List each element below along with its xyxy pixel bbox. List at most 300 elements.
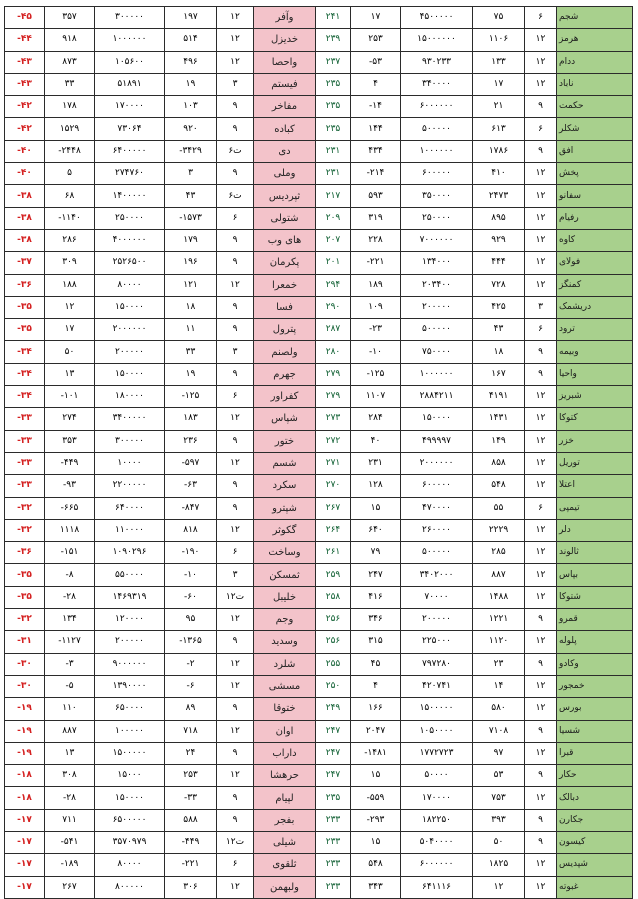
col8-cell: ۴ (351, 675, 401, 697)
col10-cell: ۲۸۵ (473, 542, 525, 564)
col9-cell: ۴۵۰۰۰۰۰ (401, 7, 473, 29)
symbol-cell: ثلقوی (254, 854, 316, 876)
col9-cell: ۱۵۰۰۰۰۰ (401, 698, 473, 720)
col11-cell: ۹ (525, 609, 557, 631)
col5-cell: ۶ت (217, 140, 254, 162)
score-cell: ۲۶۴ (316, 519, 351, 541)
col3-cell: ۱۰۵۶۰۰ (95, 51, 165, 73)
col5-cell: ۱۲ (217, 653, 254, 675)
ref-symbol-cell: جکارن (557, 809, 633, 831)
col4-cell: ۴۳ (165, 185, 217, 207)
col9-cell: ۳۵۰۰۰۰ (401, 185, 473, 207)
col2-cell: -۱۸۹ (45, 854, 95, 876)
col10-cell: ۲۳ (473, 653, 525, 675)
score-cell: ۲۷۰ (316, 475, 351, 497)
col9-cell: ۲۵۰۰۰۰ (401, 207, 473, 229)
col11-cell: ۶ (525, 118, 557, 140)
col5-cell: ۶ (217, 542, 254, 564)
change-percent-cell: -۳۵ (5, 296, 45, 318)
col3-cell: ۶۴۰۰۰۰ (95, 497, 165, 519)
ref-symbol-cell: ناباد (557, 73, 633, 95)
change-percent-cell: -۳۷ (5, 252, 45, 274)
score-cell: ۲۸۰ (316, 341, 351, 363)
col2-cell: -۶۶۵ (45, 497, 95, 519)
col3-cell: ۱۵۰۰۰۰ (95, 296, 165, 318)
col10-cell: ۴۱۹۱ (473, 386, 525, 408)
col5-cell: ۱۲ت (217, 831, 254, 853)
col4-cell: ۱۲۱ (165, 274, 217, 296)
symbol-cell: فسا (254, 296, 316, 318)
table-row (5, 854, 633, 876)
change-percent-cell: -۳۰ (5, 653, 45, 675)
table-row (5, 742, 633, 764)
col2-cell: ۱۸۸ (45, 274, 95, 296)
table-row (5, 185, 633, 207)
col8-cell: ۲۲۸ (351, 229, 401, 251)
col11-cell: ۱۲ (525, 475, 557, 497)
symbol-cell: ختور (254, 430, 316, 452)
col10-cell: ۱۳۳ (473, 51, 525, 73)
symbol-cell: شلرد (254, 653, 316, 675)
col4-cell: ۸۹ (165, 698, 217, 720)
col3-cell: ۱۴۰۰۰۰۰ (95, 185, 165, 207)
col10-cell: ۵۵ (473, 497, 525, 519)
col8-cell: -۲۲۱ (351, 252, 401, 274)
score-cell: ۲۵۶ (316, 631, 351, 653)
symbol-cell: کباده (254, 118, 316, 140)
col10-cell: ۴۲۵ (473, 296, 525, 318)
col5-cell: ۱۲ (217, 51, 254, 73)
col11-cell: ۱۲ (525, 698, 557, 720)
col3-cell: ۱۳۹۰۰۰۰ (95, 675, 165, 697)
col9-cell: ۱۸۲۲۵۰ (401, 809, 473, 831)
ref-symbol-cell: ثالوند (557, 542, 633, 564)
col4-cell: -۳۳ (165, 787, 217, 809)
symbol-cell: مفاخر (254, 96, 316, 118)
col4-cell: ۳۰۶ (165, 876, 217, 898)
col8-cell: ۲۳۱ (351, 452, 401, 474)
score-cell: ۲۰۱ (316, 252, 351, 274)
col5-cell: ۱۲ (217, 7, 254, 29)
col8-cell: ۳۱۹ (351, 207, 401, 229)
symbol-cell: جهرم (254, 363, 316, 385)
col8-cell: ۴ (351, 73, 401, 95)
col8-cell: -۲۹۳ (351, 809, 401, 831)
col2-cell: -۵۴۱ (45, 831, 95, 853)
col10-cell: ۱۶۷ (473, 363, 525, 385)
col10-cell: ۲۱ (473, 96, 525, 118)
ref-symbol-cell: توریل (557, 452, 633, 474)
change-percent-cell: -۳۸ (5, 229, 45, 251)
col11-cell: ۹ (525, 653, 557, 675)
col10-cell: ۸۹۵ (473, 207, 525, 229)
score-cell: ۲۳۳ (316, 809, 351, 831)
table-row (5, 229, 633, 251)
ref-symbol-cell: شکلر (557, 118, 633, 140)
table-row (5, 765, 633, 787)
col9-cell: ۱۷۰۰۰۰ (401, 787, 473, 809)
col9-cell: ۳۴۰۲۰۰۰ (401, 564, 473, 586)
score-cell: ۲۵۹ (316, 564, 351, 586)
col5-cell: ۹ (217, 163, 254, 185)
col2-cell: -۲۸ (45, 787, 95, 809)
change-percent-cell: -۴۰ (5, 163, 45, 185)
col11-cell: ۹ (525, 140, 557, 162)
col3-cell: ۸۰۰۰۰ (95, 274, 165, 296)
ref-symbol-cell: پلوله (557, 631, 633, 653)
table-row (5, 51, 633, 73)
symbol-cell: سکرد (254, 475, 316, 497)
change-percent-cell: -۴۲ (5, 96, 45, 118)
col9-cell: ۹۳۰۲۳۳ (401, 51, 473, 73)
change-percent-cell: -۴۲ (5, 118, 45, 140)
col3-cell: ۲۰۰۰۰۰ (95, 631, 165, 653)
col5-cell: ۶ (217, 854, 254, 876)
col9-cell: ۲۰۰۰۰۰ (401, 609, 473, 631)
score-cell: ۲۰۷ (316, 229, 351, 251)
change-percent-cell: -۴۴ (5, 29, 45, 51)
col10-cell: ۱۷۸۶ (473, 140, 525, 162)
score-cell: ۲۳۱ (316, 140, 351, 162)
table-row (5, 386, 633, 408)
col3-cell: ۹۰۰۰۰۰۰ (95, 653, 165, 675)
col9-cell: ۷۰۰۰۰ (401, 586, 473, 608)
col2-cell: ۳۵۷ (45, 7, 95, 29)
ref-symbol-cell: دریشمک (557, 296, 633, 318)
col9-cell: ۶۴۱۱۱۶ (401, 876, 473, 898)
col8-cell: ۷۹ (351, 542, 401, 564)
col11-cell: ۱۲ (525, 408, 557, 430)
table-row (5, 519, 633, 541)
col4-cell: -۲۲۱ (165, 854, 217, 876)
col3-cell: ۴۰۰۰۰۰۰ (95, 229, 165, 251)
col8-cell: -۲۱۴ (351, 163, 401, 185)
change-percent-cell: -۳۶ (5, 542, 45, 564)
score-cell: ۲۳۳ (316, 876, 351, 898)
col2-cell: ۳۰۸ (45, 765, 95, 787)
col11-cell: ۶ (525, 7, 557, 29)
col10-cell: ۵۴۸ (473, 475, 525, 497)
score-cell: ۲۵۰ (316, 675, 351, 697)
symbol-cell: لپیام (254, 787, 316, 809)
change-percent-cell: -۱۷ (5, 831, 45, 853)
col8-cell: ۱۴۴ (351, 118, 401, 140)
score-cell: ۲۴۹ (316, 698, 351, 720)
col10-cell: ۷۲۸ (473, 274, 525, 296)
col4-cell: ۸۱۸ (165, 519, 217, 541)
col9-cell: ۷۰۰۰۰۰۰ (401, 229, 473, 251)
col3-cell: ۳۰۰۰۰۰ (95, 430, 165, 452)
data-table (4, 6, 633, 899)
col9-cell: ۱۰۰۰۰۰۰ (401, 140, 473, 162)
col10-cell: ۵۳ (473, 765, 525, 787)
ref-symbol-cell: کاوه (557, 229, 633, 251)
symbol-cell: ولبهمن (254, 876, 316, 898)
symbol-cell: شتولی (254, 207, 316, 229)
col3-cell: ۲۵۲۶۵۰۰ (95, 252, 165, 274)
score-cell: ۲۶۷ (316, 497, 351, 519)
col11-cell: ۱۲ (525, 854, 557, 876)
col4-cell: ۲۵۳ (165, 765, 217, 787)
col5-cell: ۱۲ (217, 274, 254, 296)
col10-cell: ۱۲۲۱ (473, 609, 525, 631)
score-cell: ۲۴۷ (316, 720, 351, 742)
col5-cell: ۱۲ (217, 765, 254, 787)
table-row (5, 118, 633, 140)
col10-cell: ۹۲۹ (473, 229, 525, 251)
symbol-cell: حرهشا (254, 765, 316, 787)
score-cell: ۲۳۵ (316, 96, 351, 118)
col10-cell: ۱۴ (473, 675, 525, 697)
table-row (5, 408, 633, 430)
score-cell: ۲۳۷ (316, 51, 351, 73)
symbol-cell: داراب (254, 742, 316, 764)
col10-cell: ۱۱۰۶ (473, 29, 525, 51)
change-percent-cell: -۱۷ (5, 876, 45, 898)
col8-cell: ۶۴۰ (351, 519, 401, 541)
col4-cell: ۱۸ (165, 296, 217, 318)
score-cell: ۲۵۶ (316, 609, 351, 631)
col3-cell: ۱۰۹۰۲۹۶ (95, 542, 165, 564)
ref-symbol-cell: پخش (557, 163, 633, 185)
col2-cell: ۱۱۰ (45, 698, 95, 720)
col4-cell: ۲۳۶ (165, 430, 217, 452)
col8-cell: ۳۱۵ (351, 631, 401, 653)
col8-cell: ۴۵ (351, 653, 401, 675)
ref-symbol-cell: سفانو (557, 185, 633, 207)
ref-symbol-cell: تیمپی (557, 497, 633, 519)
col3-cell: ۱۵۰۰۰۰۰ (95, 742, 165, 764)
col3-cell: ۱۰۰۰۰۰۰ (95, 29, 165, 51)
ref-symbol-cell: شپدیس (557, 854, 633, 876)
col3-cell: ۱۲۰۰۰۰ (95, 609, 165, 631)
col11-cell: ۱۲ (525, 564, 557, 586)
col8-cell: ۱۸۹ (351, 274, 401, 296)
col4-cell: -۱۵۷۳ (165, 207, 217, 229)
table-row (5, 720, 633, 742)
change-percent-cell: -۳۳ (5, 408, 45, 430)
change-percent-cell: -۳۰ (5, 675, 45, 697)
col5-cell: ۶ (217, 386, 254, 408)
col2-cell: ۲۷۴ (45, 408, 95, 430)
col3-cell: ۱۴۶۹۳۱۹ (95, 586, 165, 608)
col3-cell: ۶۴۰۰۰۰۰ (95, 140, 165, 162)
table-row (5, 29, 633, 51)
table-row (5, 564, 633, 586)
col10-cell: ۷۱۰۸ (473, 720, 525, 742)
symbol-cell: های وب (254, 229, 316, 251)
table-row (5, 809, 633, 831)
col2-cell: -۴۴۹ (45, 452, 95, 474)
col10-cell: ۹۷ (473, 742, 525, 764)
col9-cell: ۵۰۰۰۰ (401, 765, 473, 787)
col5-cell: ۶ (217, 207, 254, 229)
col9-cell: ۴۲۰۷۴۱ (401, 675, 473, 697)
change-percent-cell: -۳۲ (5, 519, 45, 541)
symbol-cell: وآفر (254, 7, 316, 29)
col10-cell: ۶۱۳ (473, 118, 525, 140)
col11-cell: ۱۲ (525, 207, 557, 229)
col4-cell: ۴۹۶ (165, 51, 217, 73)
ref-symbol-cell: کتوکا (557, 408, 633, 430)
col3-cell: ۵۱۸۹۱ (95, 73, 165, 95)
col8-cell: -۲۳ (351, 319, 401, 341)
col4-cell: ۱۷۹ (165, 229, 217, 251)
col10-cell: ۸۵۸ (473, 452, 525, 474)
col10-cell: ۴۴۴ (473, 252, 525, 274)
symbol-cell: شپاس (254, 408, 316, 430)
change-percent-cell: -۳۳ (5, 452, 45, 474)
col9-cell: ۷۵۰۰۰۰ (401, 341, 473, 363)
table-row (5, 73, 633, 95)
col2-cell: ۱۳ (45, 742, 95, 764)
col5-cell: ۱۲ت (217, 586, 254, 608)
change-percent-cell: -۳۴ (5, 341, 45, 363)
score-cell: ۲۵۵ (316, 653, 351, 675)
symbol-cell: دی (254, 140, 316, 162)
ref-symbol-cell: کیسون (557, 831, 633, 853)
col10-cell: ۱۸۲۵ (473, 854, 525, 876)
score-cell: ۲۱۷ (316, 185, 351, 207)
symbol-cell: بفجر (254, 809, 316, 831)
col9-cell: ۶۰۰۰۰۰۰ (401, 96, 473, 118)
col4-cell: ۵۱۴ (165, 29, 217, 51)
col5-cell: ۹ (217, 229, 254, 251)
score-cell: ۲۴۱ (316, 7, 351, 29)
change-percent-cell: -۴۵ (5, 7, 45, 29)
change-percent-cell: -۳۸ (5, 207, 45, 229)
col9-cell: ۲۰۰۰۰۰۰ (401, 452, 473, 474)
col11-cell: ۹ (525, 341, 557, 363)
ref-symbol-cell: شبریز (557, 386, 633, 408)
col2-cell: ۸۷۳ (45, 51, 95, 73)
table-row (5, 140, 633, 162)
col9-cell: ۲۲۵۰۰۰ (401, 631, 473, 653)
col11-cell: ۱۲ (525, 252, 557, 274)
col3-cell: ۱۵۰۰۰۰ (95, 363, 165, 385)
col11-cell: ۱۲ (525, 675, 557, 697)
col3-cell: ۶۵۰۰۰۰۰ (95, 809, 165, 831)
col3-cell: ۳۵۷۰۹۷۹ (95, 831, 165, 853)
symbol-cell: خدیزل (254, 29, 316, 51)
col8-cell: -۱۴ (351, 96, 401, 118)
symbol-cell: شپترو (254, 497, 316, 519)
score-cell: ۲۳۹ (316, 29, 351, 51)
table-row (5, 7, 633, 29)
col11-cell: ۱۲ (525, 542, 557, 564)
col2-cell: -۹۳ (45, 475, 95, 497)
ref-symbol-cell: شسیا (557, 720, 633, 742)
col8-cell: ۲۰۴۷ (351, 720, 401, 742)
change-percent-cell: -۳۶ (5, 274, 45, 296)
score-cell: ۲۳۵ (316, 118, 351, 140)
col4-cell: -۱۹۰ (165, 542, 217, 564)
col5-cell: ۹ (217, 118, 254, 140)
col8-cell: ۴۱۶ (351, 586, 401, 608)
col9-cell: ۲۰۰۰۰۰ (401, 296, 473, 318)
col9-cell: ۵۰۰۰۰۰ (401, 542, 473, 564)
col4-cell: ۱۹ (165, 363, 217, 385)
col3-cell: ۷۳۰۶۴ (95, 118, 165, 140)
col9-cell: ۱۰۰۰۰۰۰ (401, 363, 473, 385)
symbol-cell: وجم (254, 609, 316, 631)
col3-cell: ۲۵۰۰۰۰ (95, 207, 165, 229)
col8-cell: ۵۴۸ (351, 854, 401, 876)
col9-cell: ۱۵۰۰۰۰۰۰ (401, 29, 473, 51)
col11-cell: ۱۲ (525, 29, 557, 51)
col5-cell: ۹ (217, 430, 254, 452)
col3-cell: ۸۰۰۰۰ (95, 854, 165, 876)
col11-cell: ۱۲ (525, 274, 557, 296)
col11-cell: ۹ (525, 831, 557, 853)
col11-cell: ۱۲ (525, 229, 557, 251)
score-cell: ۲۳۱ (316, 163, 351, 185)
col5-cell: ۹ (217, 742, 254, 764)
symbol-cell: اوان (254, 720, 316, 742)
col3-cell: ۳۴۰۰۰۰۰ (95, 408, 165, 430)
ref-symbol-cell: خزر (557, 430, 633, 452)
col9-cell: ۵۰۰۰۰۰ (401, 118, 473, 140)
ref-symbol-cell: خمجور (557, 675, 633, 697)
symbol-cell: پکرمان (254, 252, 316, 274)
col3-cell: ۱۵۰۰۰ (95, 765, 165, 787)
table-row (5, 274, 633, 296)
change-percent-cell: -۳۴ (5, 386, 45, 408)
ref-symbol-cell: بورس (557, 698, 633, 720)
symbol-cell: شیلی (254, 831, 316, 853)
change-percent-cell: -۱۹ (5, 720, 45, 742)
col11-cell: ۱۲ (525, 586, 557, 608)
table-row (5, 163, 633, 185)
col5-cell: ۱۲ (217, 876, 254, 898)
table-row (5, 341, 633, 363)
col2-cell: -۱۱۴۰ (45, 207, 95, 229)
symbol-cell: وسدید (254, 631, 316, 653)
col3-cell: ۲۰۰۰۰۰ (95, 341, 165, 363)
table-row (5, 252, 633, 274)
col9-cell: ۳۴۰۰۰۰ (401, 73, 473, 95)
col10-cell: ۳۹۳ (473, 809, 525, 831)
col5-cell: ۹ (217, 96, 254, 118)
score-cell: ۲۷۱ (316, 452, 351, 474)
col8-cell: -۱۰ (351, 341, 401, 363)
col8-cell: ۵۹۳ (351, 185, 401, 207)
col10-cell: ۲۲۲۹ (473, 519, 525, 541)
col2-cell: ۳۰۹ (45, 252, 95, 274)
col9-cell: ۲۰۳۴۰۰ (401, 274, 473, 296)
col9-cell: ۱۵۰۰۰۰ (401, 408, 473, 430)
col10-cell: ۱۷ (473, 73, 525, 95)
col2-cell: ۱۲ (45, 296, 95, 318)
col10-cell: ۱۸ (473, 341, 525, 363)
col5-cell: ۱۲ (217, 675, 254, 697)
col8-cell: ۱۷ (351, 7, 401, 29)
col5-cell: ۱۲ (217, 408, 254, 430)
table-row (5, 296, 633, 318)
symbol-cell: ختوقا (254, 698, 316, 720)
col5-cell: ۹ (217, 787, 254, 809)
col9-cell: ۶۰۰۰۰۰ (401, 163, 473, 185)
col2-cell: ۸۸۷ (45, 720, 95, 742)
col11-cell: ۹ (525, 765, 557, 787)
col9-cell: ۴۷۰۰۰۰ (401, 497, 473, 519)
symbol-cell: خلیبل (254, 586, 316, 608)
col4-cell: -۶۰ (165, 586, 217, 608)
table-row (5, 653, 633, 675)
change-percent-cell: -۱۷ (5, 809, 45, 831)
table-row (5, 609, 633, 631)
col4-cell: ۳ (165, 163, 217, 185)
